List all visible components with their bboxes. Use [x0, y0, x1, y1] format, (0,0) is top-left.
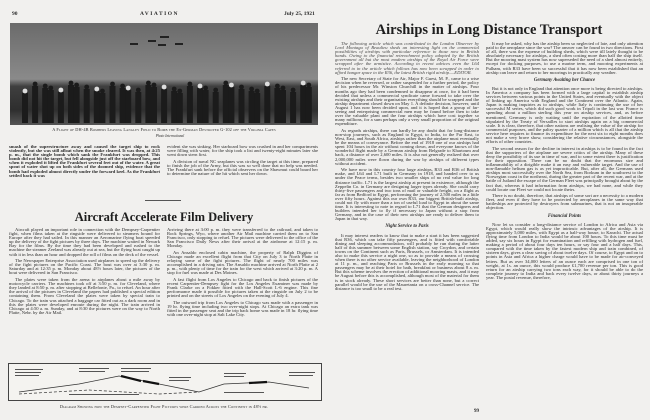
person-hat	[146, 81, 151, 86]
person-silhouette	[203, 90, 209, 123]
person-hat	[23, 89, 28, 94]
subheading-financial: Financial Points	[547, 213, 582, 219]
person-silhouette	[280, 90, 286, 123]
airship-column-1	[335, 42, 479, 406]
person-silhouette	[254, 93, 260, 123]
diagram-caption: Diagram Showing how the Dempsey-Carpentier Fight Pictures were Carried Across the Continent in 48½ hr.	[59, 404, 269, 409]
person-hat	[84, 85, 89, 90]
paragraph: The Newspaper Enterprise Association used airplanes to speed up the delivery of the fight pictures on the Pacific Coast. The bout was over at 3:30 p. m. Saturday and at 12:35 p. m. Monday about 48½ hours later, the pictures of the bout were delivered in San Francisco.	[9, 258, 160, 276]
person-silhouette	[125, 90, 131, 123]
person-silhouette	[145, 85, 151, 123]
person-silhouette	[58, 92, 64, 123]
bombing-column-1	[9, 145, 160, 193]
page-number-right: 99	[474, 409, 479, 414]
person-hat	[110, 82, 115, 87]
paragraph: We have now in this country four large airships, R33 and R36 of British make, and L64 and L71 built in Germany in 1918, and handed over to us under the Peace terms, besides two smaller ships of no real value for long distance traffic. L71 is the largest airship at present in existence, although the Zeppelin Co. in Germany are designing larger types already. She could carry thirty-five passengers and two tons of mail or valuable freight, on a flight as far as from Bedford to Egypt, performing the journey of 2,500 miles in a little over fifty hours. Against this our own R33, our biggest British-built airship, could not fly with more than a ton of useful load to Egypt in about the same time. It is interesting to note in regard to L71 that the German designers and builders intended her to fly if necessary to Japan without a stop from Germany, and in the case of their new airships are ready to deliver them to Japan in that way.	[335, 167, 479, 222]
person-silhouette	[223, 85, 229, 123]
person-hat	[188, 82, 193, 87]
person-hat	[249, 87, 254, 92]
film-column-1	[9, 228, 160, 361]
airship-column-2	[486, 42, 643, 406]
person-silhouette	[274, 88, 280, 123]
paragraph: Arriving there at 3:00 p. m. they were transferred to the railroad, and taken to Rock Springs, Wyo, where another Air Mail machine carried them on to San Francisco, only stopping to refuel. The pictures were delivered to the office of the San Francisco Daily News after their arrival at the airdrome at 12:15 p. m. Monday.	[167, 228, 318, 249]
paragraph: A division of naval NC seaplanes was circling the target at this time, prepared to finish the job of the Army, but this was so well done that no help was needed. The Frankfurt sank before the official observers on the Shawmut could board her to determine the nature of the hit which sent her down.	[167, 158, 318, 177]
person-hat	[306, 83, 311, 88]
paragraph: The second reason for the decline in interest in airships is to be found in the fact that the supporters of the airplane are severe critics of the airship. Many of these deny the possibility of its use in time of war, and to some extent there is justification for their opposition. There can be no doubt that the enormous size and inflammability of a dirigible make it an easy and vulnerable target. And the use of non-flamable helium gas is as yet impracticable. But, after all, the Germans used airships most successfully over the North Sea, from Borkum in the southwest to the Norwegian coast in the northeast, during the greater part of the recent war, and at the battle of Jutland the escape of the German Fleet was principally brought about by the fact that, whereas it had information from airships, we had none, and while they could locate our Fleet we could not locate theirs.	[486, 145, 643, 192]
person-silhouette	[290, 92, 296, 123]
paragraph: Now let us consider a long-distance service of London to Africa and Asia via Egypt, which would really show the intrinsic advantages of the airship. It is approximately 5,000 miles, with Egypt as a half-way house, to Karachi. The actual flying time from London to India would be about 100 hours. To this time must be added, say six hours in Egypt for examination and refilling with hydrogen and fuel, making a period of about four days ten hours, or say four and a half days. This, compared with the time taken by the fastest modern ship and train combined, of sixteen days, gives a clear saving of about twelve days. Of course, to Egypt and on to points in Asia and Africa a higher charge would have to be made for air-conveyed letters. But as over 34,000 letters of an ounce each are comprised in one ton of weight, at 1s. an ounce, this would produce £1,700 revenue per ton. This is good return for an airship carrying two tons each way, for it should be able to do the complete journey to India and back every twelve days, or about thirty journeys a year. The postal revenue, therefore,	[486, 221, 643, 280]
paragraph: evident she was sinking. Her starboard bow was crushed in and her compartments were filling with water, for the ship took a list and twenty-eight minutes later she went down stern first.	[167, 145, 318, 158]
person-hat	[223, 81, 228, 86]
route-diagram	[8, 363, 322, 401]
airship-article-title: Airships in Long Distance Transport	[375, 22, 603, 38]
film-column-2	[167, 228, 318, 361]
person-silhouette	[228, 87, 234, 123]
person-hat	[229, 83, 234, 88]
photo-crowd-illustration	[10, 23, 318, 125]
person-silhouette	[239, 89, 245, 123]
person-hat	[152, 83, 157, 88]
film-article-title: Aircraft Accelerate Film Delivery	[74, 210, 254, 224]
person-silhouette	[213, 92, 219, 123]
person-hat	[126, 86, 131, 91]
person-silhouette	[22, 93, 28, 123]
person-hat	[33, 82, 38, 87]
paragraph: The plates were taken from the arena to airplanes about a mile away by motorcycle carriers. The machines took off at 3:50 p. m. for Cleveland, where they landed at 8:50 p. m. after stopping at Bellefonte, Pa., to refuel. An hour after the arrival of the pictures in Cleveland the papers had published a special edition containing them. From Cleveland the plates were taken by special train to Chicago. To the train was attached a baggage car fitted out as a dark room and in this the plates were developed enroute during the night. The train arrived in Chicago at 4:50 a. m. Sunday, and at 8:30 the pictures were on the way to North Platte, Nebr. by the Air Mail.	[9, 277, 160, 315]
person-silhouette	[171, 91, 177, 123]
magazine-title: AVIATION	[140, 11, 179, 17]
person-silhouette	[110, 86, 116, 123]
bombing-column-2	[167, 145, 318, 193]
paragraph: It may be asked, why has the airship been so neglected of late, and only attention paid to the aeroplane since the war? The answer can be found in two directions. First of all, there was the expense of building sheds, which were till lately thought to be absolutely necessary for airships, a shed often costing more than half the ship itself. But the mooring mast system has now superseded the need of a shed almost entirely, except for docking purposes, to use a marine term, and mooring experiments at Pulham, with R33 have been so successful that it has now been established that an airship can leave and return to her moorings in practically any weather.	[486, 42, 643, 75]
person-hat	[43, 84, 48, 89]
paragraph: A fast flight from Los Angeles to Chicago and back to finish pictures of the recent Carpentier-Dempsey fight for the Los Angeles Examiner was made by Frank Clarke on a Fokker fitted with the Hall-Scott L-6 engine. This fine performance made it possible for pictures taken at the ringside on July 2 to be printed and on the streets of Los Angeles on the evening of July 4.	[167, 277, 318, 299]
person-silhouette	[177, 93, 183, 123]
person-silhouette	[120, 88, 126, 123]
person-hat	[136, 88, 141, 93]
person-hat	[265, 82, 270, 87]
person-hat	[59, 88, 64, 93]
paragraph: An Ansaldo enclosed cabin machine, the property of Ralph Diggins of Chicago made an excellent flight from that City on July 3 to North Platte in relaying some of the fight pictures. The flight of nearly 700 miles was accomplished in a driving rain. The Ansaldo machine arrived at North Platte at 2 p. m., with plenty of time for the train for the west which arrived at 3:20 p. m. A stop for fuel was made at Des Moines.	[167, 249, 318, 276]
person-silhouette	[48, 90, 54, 123]
person-hat	[281, 86, 286, 91]
photo-credit: Photo International	[155, 134, 185, 138]
editor-note: The following article which was contributed to the London Observer by Lord Montagu of Beaulieu sheds an interesting light on the commercial possibilities of airships with particular reference to those now in British hands. Owing to the financial retrenchment policy adopted by the British government all but the most modern airships of the Royal Air Force were scrapped after the armistice. According to recent advices even the L64 referred to in the article which follows has now been scrapped in order to afford hangar space to the R36, the latest British rigid airship.—EDITOR.	[335, 42, 479, 75]
person-hat	[100, 89, 105, 94]
paragraph: It may interest readers to know that to make a start it has been suggested that R36, which can take fifty passengers, and is fitted with comfortable dining and sleeping accommodation, will probably be run during the latter half of this summer between some English station, say Croydon, and certain towns on the Continent such as Paris, Brussels, or Amsterdam. It is intended also to make this service a night one, so as to provide a means of crossing when there is no other service available, leaving the neighborhood of London at 11 p. m., and reaching Paris or Brussels in the early morning so that passengers may be at their hotel for bath, breakfast or business about 8 a. m. But this scheme involves the erection of additional mooring masts, and it may be August before this is accomplished, although most of the material for them is in stock already. These short services are better than none, but a correct parallel would be the use of the Mauretania on a cross-Channel service. The distance is too small to be a real test.	[335, 232, 479, 291]
person-hat	[94, 87, 99, 92]
photo-caption: A Flight of DH-4B Bombers Leaving Langley Field to Bomb the Ex-German Destroyer G-102 off the Virginia Capes	[52, 127, 276, 132]
person-silhouette	[74, 87, 80, 123]
person-silhouette	[84, 89, 90, 123]
person-hat	[172, 87, 177, 92]
person-hat	[48, 86, 53, 91]
person-silhouette	[249, 91, 255, 123]
person-silhouette	[300, 85, 306, 123]
person-silhouette	[135, 92, 141, 123]
person-silhouette	[68, 85, 74, 123]
person-hat	[213, 88, 218, 93]
person-hat	[120, 84, 125, 89]
person-hat	[301, 81, 306, 86]
person-hat	[177, 89, 182, 94]
person-silhouette	[187, 86, 193, 123]
paragraph: As regards airships, there can hardly be any doubt that for long-distance non-stop journeys, such as England to Egypt, to India, to the Far East, to West, East, and South Africa, airships rather than the airplane must eventually be the means of conveyance. Before the end of 1918 one of our airships had spent 104 hours in the air without coming down, and everyone knows of the wonderful flight made by a German airship from Belgrade to Khartoum and back, a distance of over 2,600 miles. It is also not generally realized that over 2,000,000 miles were flown during the war by airships of different types without accident.	[335, 127, 479, 166]
paragraph: But it is not only in England that attention once more is being directed to airships. In America a company has been formed with a large capital to establish airship services between various points in the United States, and eventually with the object of linking up America with England and the Continent over the Atlantic. Again, Japan is making inquiries as to airships, while Italy is continuing the use of her successful M series, which did such good work in Tripoli in the last war. France is spending about a million sterling this year on airship services, and, as before mentioned, Germany is only waiting until the expiration of the allotted time stipulated by the Treaty of Versailles to start airships again on a big commercial scale. It is clear, therefore, that other nations are realising the value of the airship for commercial purposes, and the paltry quarter of a million which is all that the airship service here requires to finance its expenditure for the next six to eight months does not make a very brave show, considering the relative circumstances, alongside the efforts of other countries.	[486, 85, 643, 145]
section-divider	[145, 200, 181, 201]
person-silhouette	[264, 86, 270, 123]
person-hat	[255, 89, 260, 94]
subheading-germany: Germany Awaiting her Chance	[533, 77, 596, 83]
subheading-night-service: Night Service to Paris	[385, 224, 429, 230]
person-silhouette	[161, 89, 167, 123]
person-hat	[198, 84, 203, 89]
person-hat	[239, 85, 244, 90]
page-number-left: 90	[12, 11, 18, 17]
paragraph: Aircraft played an important role in connection with the Dempsey-Carpentier fight, when films taken at the ringside were delivered to steamers bound for Europe after they had sailed. In this manner an Aeromarine flying boat speeded up the delivery of the fight pictures by three days. The machine waited in Newark Bay for the films. By the time they had been developed and rushed to the machine the steamer Zeeland was already out at sea, but the flying boat caught up with it in less than an hour and dropped the roll of films on the deck of the vessel.	[9, 228, 160, 257]
person-silhouette	[151, 87, 157, 123]
bombers-photo	[10, 23, 318, 125]
person-silhouette	[306, 87, 312, 123]
person-hat	[275, 84, 280, 89]
person-hat	[74, 83, 79, 88]
person-silhouette	[197, 88, 203, 123]
person-silhouette	[99, 93, 105, 123]
route-map-illustration	[9, 364, 321, 400]
person-hat	[203, 86, 208, 91]
issue-date: July 25, 1921	[284, 11, 315, 17]
person-silhouette	[32, 86, 38, 123]
person-silhouette	[94, 91, 100, 123]
person-hat	[162, 85, 167, 90]
person-hat	[291, 88, 296, 93]
paragraph: The outward trip from Los Angeles to Chicago was made with a passenger in 19 hr. flying time including two over-night stops. At Chicago an extra tank was fitted in the passenger seat and the trip back home was made in 18 hr. flying time with one over-night stop at Salt Lake City.	[167, 300, 318, 318]
paragraph: There is no doubt, therefore, that airships of some sort are a necessity to a modern fleet, and even if they have to be protected by aeroplanes in the same way that battleships are protected by destroyers from submarines, that is not an insuperable objection.	[486, 193, 643, 211]
paragraph: smash of the superstructure away and caused the target ship to rock violently, but she was still afloat when the smoke cleared. It was then, at 4:25 p. m., that the single bomb which sank the Frankfurt was dropped. This bomb did not hit the target, but fell alongside just off the starboard bow, and when it exploded it lifted the Frankfurt several feet out of the water. A great spout of water shot up on both sides of the doomed ship, evidence that the bomb had exploded almost directly under the forward keel. As the Frankfurt settled back it was	[9, 145, 160, 178]
paragraph: The new Secretary of State for Air, Major F. Guest, M. P., came to a wise decision when he reversed, or rather suspended for a further period, the policy of his predecessor Mr. Winston Churchill in the matter of airships. Four months ago they had been condemned to disappear at once, for it had been decided that unless a commercial syndicate came forward to take over the existing airships and their organisation everything should be scrapped and the airship department closed down on May 1. A definite decision, however, until August 1 has now been decided upon, and it is hoped that a group of far-seeing and enterprising commercial men may be found before then to take over the valuable plant and the four airships which have cost together so many millions, for a sum perhaps only a very small proportion of the original expenditure.	[335, 76, 479, 127]
person-silhouette	[42, 88, 48, 123]
person-hat	[69, 81, 74, 86]
